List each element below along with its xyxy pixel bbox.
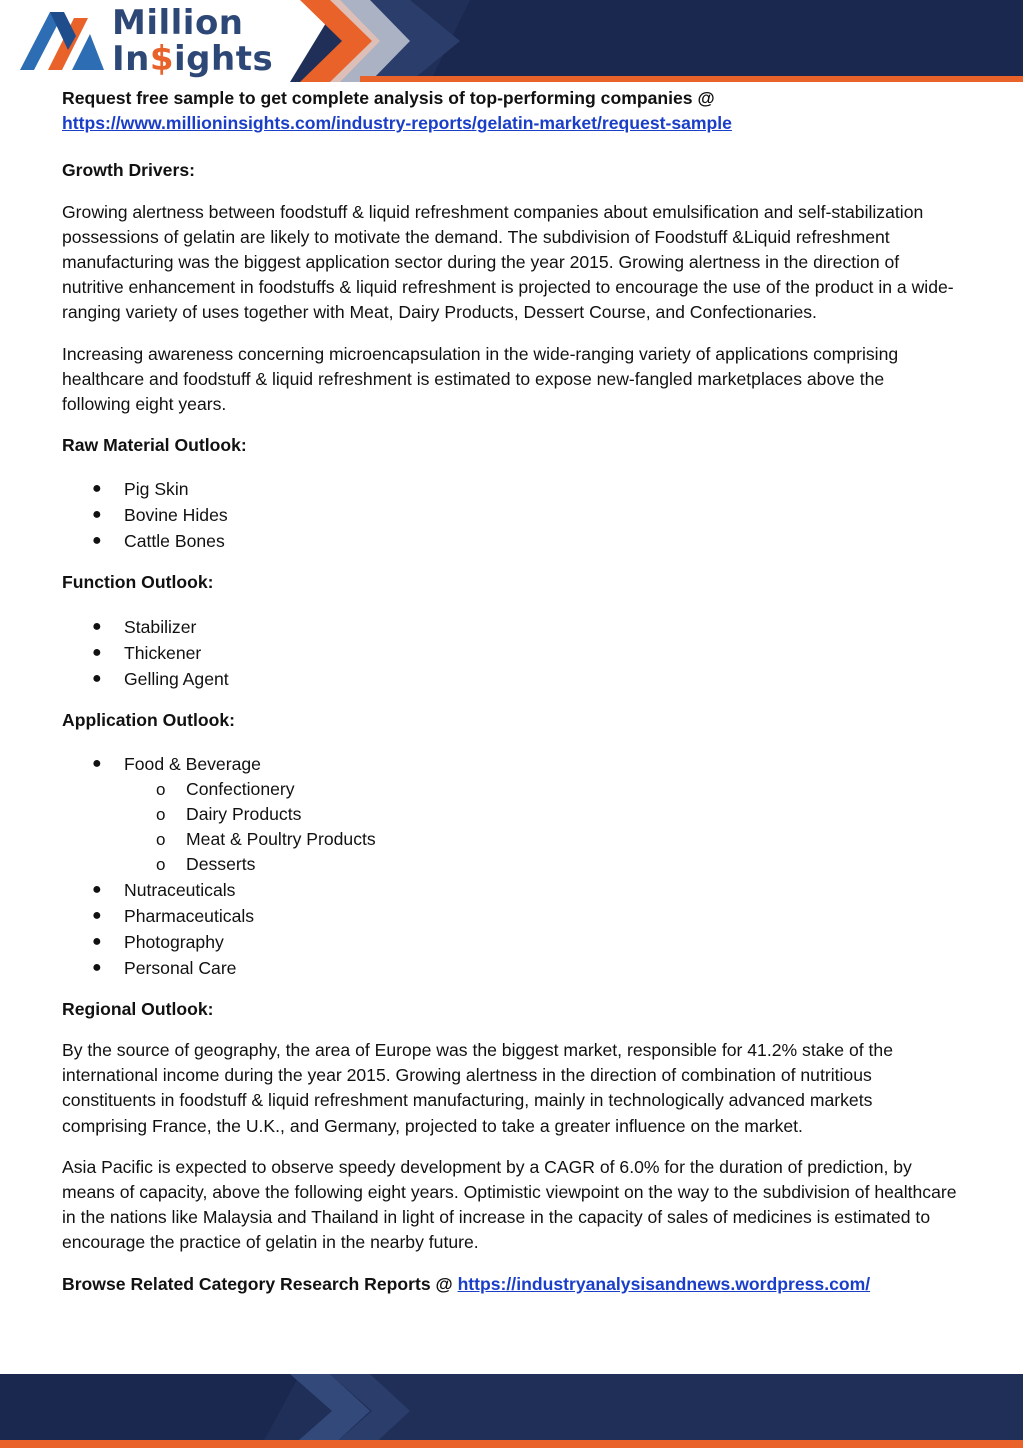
request-sample-link[interactable]: https://www.millioninsights.com/industry-reports/gelatin-market/request-sample	[62, 113, 732, 134]
logo-mark-icon	[8, 0, 118, 82]
sub-list-item: o Desserts	[156, 853, 256, 874]
list-item: ● Stabilizer	[92, 616, 197, 637]
logo-text	[112, 3, 274, 79]
list-item: ● Pharmaceuticals	[92, 905, 255, 926]
header-banner	[0, 0, 1023, 82]
list-item: ● Gelling Agent	[92, 668, 229, 689]
regional-paragraph-1: By the source of geography, the area of Europe was the biggest market, responsible for 41.2% stake of the international income during the year 2015. Growing alertness in the direction of combination of nutritious constituents in foodstuff & liquid refreshment manufacturing, mainly in technologically advanced markets comprising France, the U.K., and Germany, projected to take a greater influence on the market.	[62, 1040, 893, 1136]
sub-list-item: o Dairy Products	[156, 803, 302, 824]
intro-text: Request free sample to get complete analysis of top-performing companies @	[62, 88, 715, 108]
browse-text: Browse Related Category Research Reports @	[62, 1273, 453, 1294]
browse-line	[62, 1272, 957, 1297]
sub-list-item: o Confectionery	[156, 778, 295, 799]
growth-paragraph-2: Increasing awareness concerning microencapsulation in the wide-ranging variety of applications comprising healthcare and foodstuff & liquid refreshment is estimated to expose new-fangled marketplaces above the following eight years.	[62, 343, 899, 415]
list-item: ● Bovine Hides	[92, 505, 228, 526]
list-item: ● Pig Skin	[92, 479, 189, 500]
function-list	[62, 614, 957, 692]
list-item: ● Personal Care	[92, 957, 237, 978]
document-body	[62, 86, 957, 1297]
heading-application: Application Outlook:	[62, 709, 235, 730]
logo-line-insights: In$ights	[112, 39, 274, 79]
logo-line-million: Million	[112, 3, 244, 43]
heading-function: Function Outlook:	[62, 572, 214, 593]
footer-graphic	[0, 1374, 1023, 1448]
growth-paragraph-1: Growing alertness between foodstuff & liquid refreshment companies about emulsification and self-stabilization possessions of gelatin are likely to motivate the demand. The subdivision of Foodstuff &Liquid refreshment manufacturing was the biggest application sector during the year 2015. Growing alertness in the direction of nutritive enhancement in foodstuffs & liquid refreshment is projected to encourage the use of the product in a wide-ranging variety of uses together with Meat, Dairy Products, Dessert Course, and Confectionaries.	[62, 201, 954, 323]
regional-paragraph-2: Asia Pacific is expected to observe speedy development by a CAGR of 6.0% for the duration of prediction, by means of capacity, above the following eight years. Optimistic viewpoint on the way to the subdivision of healthcare in the nations like Malaysia and Thailand in light of increase in the capacity of sales of medicines is estimated to encourage the practice of gelatin in the nearby future.	[62, 1156, 957, 1253]
list-item: ● Thickener	[92, 642, 202, 663]
intro-paragraph	[62, 86, 957, 136]
list-item: ● Nutraceuticals	[92, 879, 236, 900]
raw-material-list	[62, 476, 957, 554]
related-reports-link[interactable]: https://industryanalysisandnews.wordpress.com/	[457, 1273, 871, 1294]
heading-raw-material: Raw Material Outlook:	[62, 435, 247, 456]
heading-regional: Regional Outlook:	[62, 998, 214, 1019]
list-item: ● Food & Beverage o Confectionery o Dairy Products o Meat & Poultry Products o Desserts	[62, 751, 957, 877]
list-item: ● Photography	[92, 931, 224, 952]
heading-growth-drivers: Growth Drivers:	[62, 160, 195, 181]
food-beverage-sublist	[124, 777, 957, 877]
list-item: ● Cattle Bones	[92, 531, 225, 552]
application-list	[62, 751, 957, 981]
footer-banner	[0, 1374, 1023, 1448]
sub-list-item: o Meat & Poultry Products	[156, 828, 376, 849]
